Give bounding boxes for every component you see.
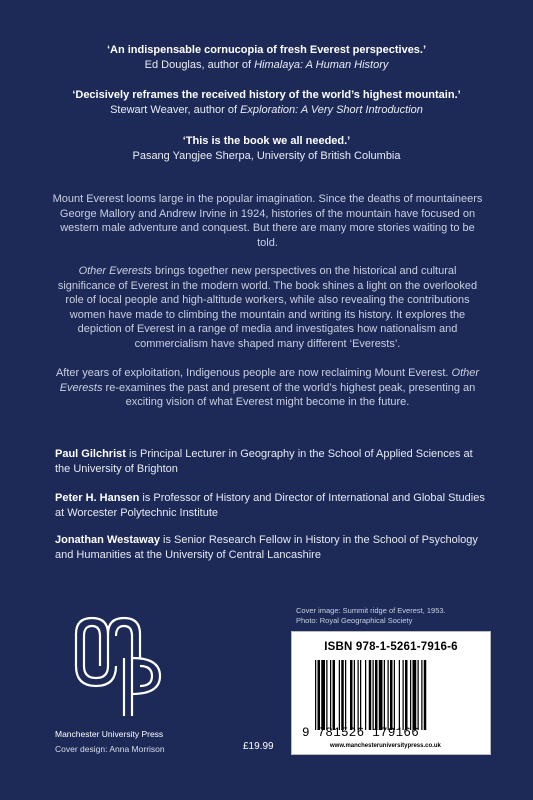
endorsement-attribution <box>0 58 533 73</box>
author-name: Peter H. Hansen <box>55 492 140 504</box>
attribution-author: Stewart Weaver, author of <box>110 104 241 116</box>
endorsement-quote: ‘This is the book we all needed.’ <box>182 135 351 147</box>
cover-design-credit: Cover design: Anna Morrison <box>55 744 165 754</box>
publisher-logo-icon <box>62 606 174 728</box>
blurb-text: After years of exploitation, Indigenous people are now reclaiming Mount Everest. <box>55 367 452 379</box>
publisher-name: Manchester University Press <box>55 729 164 739</box>
author-name: Paul Gilchrist <box>55 448 126 460</box>
publisher-website: www.manchesteruniversitypress.co.uk <box>330 743 441 749</box>
price: £19.99 <box>243 741 274 752</box>
author-bio-1 <box>55 447 485 477</box>
barcode-panel <box>291 631 491 755</box>
blurb-paragraph-2 <box>50 264 485 352</box>
author-bio-3 <box>55 533 485 563</box>
author-bio-text: is Senior Research Fellow in History in the School of Psychology and Humanities at the University of Central Lancashire <box>55 534 478 561</box>
barcode-icon <box>315 660 475 730</box>
isbn-number: ISBN 978-1-5261-7916-6 <box>324 641 458 653</box>
credit-line-2: Photo: Royal Geographical Society <box>296 616 413 625</box>
barcode-digits: 9 781526 179166 <box>302 726 420 740</box>
blurb-text: brings together new perspectives on the historical and cultural significance of Everest in the modern world. The book shines a light on the overlooked role of local people and high-altitude workers, while also revealing the contributions women have made to climbing the mountain and writing its history. It explores the depiction of Everest in a range of media and investigates how nationalism and commercialism have shaped many different ‘Everests’. <box>57 265 478 350</box>
author-bio-2 <box>55 491 485 521</box>
book-title: Other Everests <box>78 265 152 277</box>
blurb-paragraph-1: Mount Everest looms large in the popular imagination. Since the deaths of mountaineers George Mallory and Andrew Irvine in 1924, histories of the mountain have focused on western male adventure and conquest. But there are many more stories waiting to be told. <box>52 193 483 249</box>
attribution-author: Ed Douglas, author of <box>144 59 255 71</box>
author-bio-text: is Professor of History and Director of International and Global Studies at Worcester Polytechnic Institute <box>55 492 485 519</box>
author-name: Jonathan Westaway <box>55 534 160 546</box>
endorsement-attribution: Pasang Yangjee Sherpa, University of British Columbia <box>132 150 401 162</box>
endorsement-2 <box>0 88 533 118</box>
book-title: Other Everests <box>59 367 480 394</box>
endorsement-3 <box>0 134 533 164</box>
author-bio-text: is Principal Lecturer in Geography in the School of Applied Sciences at the University of Brighton <box>55 448 473 475</box>
cover-image-credit <box>296 606 446 626</box>
attribution-title: Exploration: A Very Short Introduction <box>240 104 423 116</box>
endorsement-attribution <box>0 103 533 118</box>
blurb-text: re-examines the past and present of the world’s highest peak, presenting an exciting vision of what Everest might become in the future. <box>102 381 476 409</box>
endorsement-quote: ‘Decisively reframes the received history of the world’s highest mountain.’ <box>72 89 461 101</box>
endorsement-1 <box>0 43 533 73</box>
attribution-title: Himalaya: A Human History <box>254 59 389 71</box>
credit-line-1: Cover image: Summit ridge of Everest, 1953. <box>296 606 446 615</box>
blurb-paragraph-3 <box>50 366 485 410</box>
endorsement-quote: ‘An indispensable cornucopia of fresh Everest perspectives.’ <box>106 44 427 56</box>
